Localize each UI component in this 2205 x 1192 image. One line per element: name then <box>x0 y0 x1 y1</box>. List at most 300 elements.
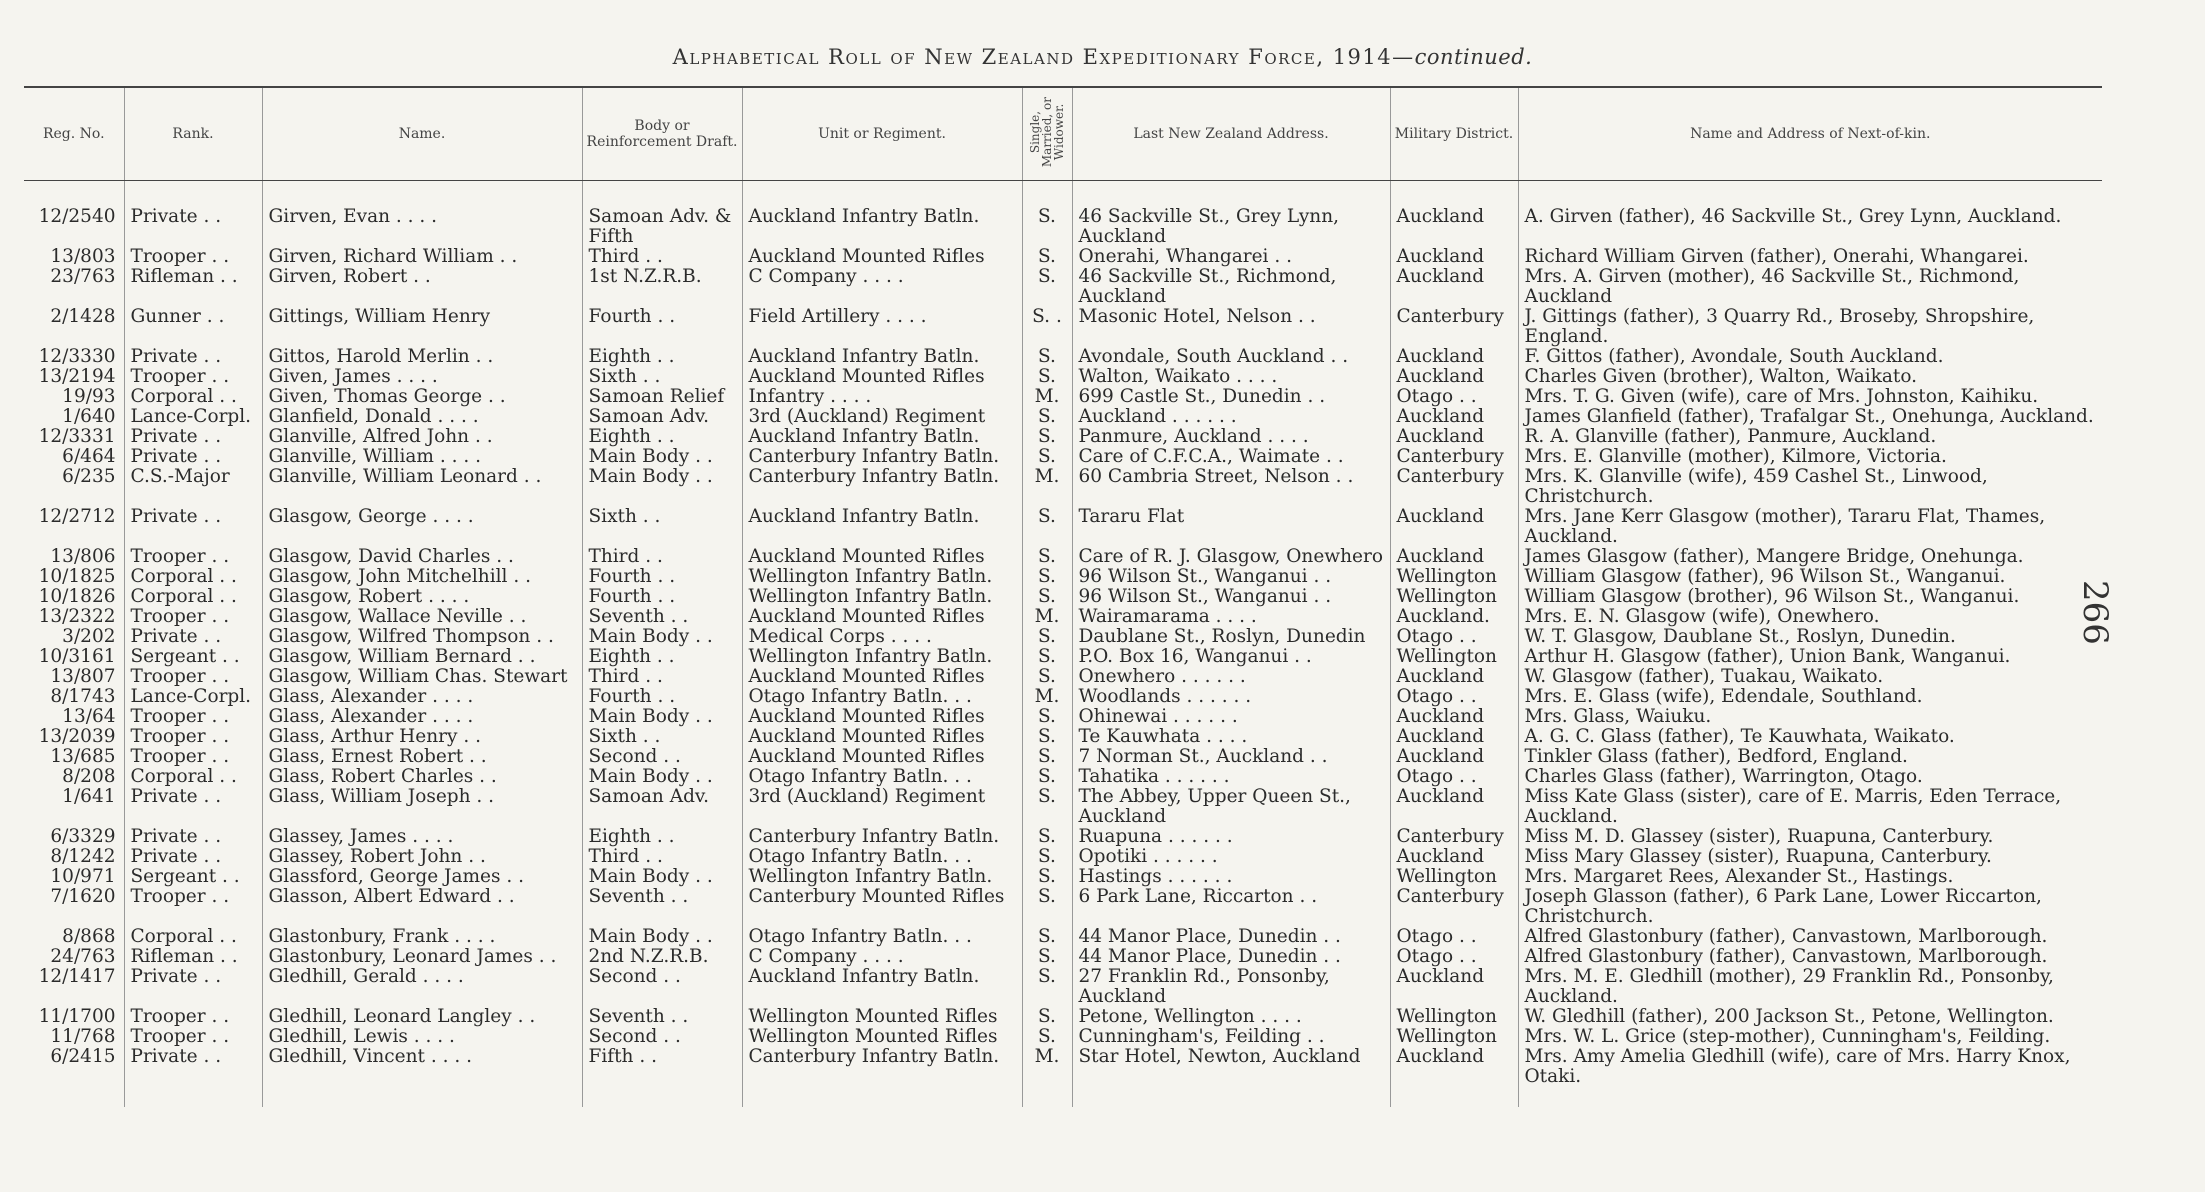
table-body <box>24 181 2102 1108</box>
header-unit: Unit or Regiment. <box>742 87 1022 181</box>
cell-marital-status: S. <box>1022 407 1072 427</box>
cell-unit: Canterbury Infantry Batln. <box>742 467 1022 507</box>
cell-reg-no: 12/3331 <box>38 427 116 447</box>
table-row <box>24 627 2102 647</box>
cell-body-draft: Seventh . . <box>582 607 742 627</box>
cell-next-of-kin: Mrs. K. Glanville (wife), 459 Cashel St., Linwood, Christchurch. <box>1518 467 2102 507</box>
cell-unit: Auckland Mounted Rifles <box>742 727 1022 747</box>
table-row <box>24 927 2102 947</box>
cell-unit: Auckland Mounted Rifles <box>742 607 1022 627</box>
cell-next-of-kin: Charles Glass (father), Warrington, Otago. <box>1518 767 2102 787</box>
cell-next-of-kin: Mrs. Amy Amelia Gledhill (wife), care of Mrs. Harry Knox, Otaki. <box>1518 1047 2102 1107</box>
cell-name: Glasgow, Wilfred Thompson . . <box>262 627 582 647</box>
cell-next-of-kin: Alfred Glastonbury (father), Canvastown, Marlborough. <box>1518 947 2102 967</box>
cell-name: Glass, Robert Charles . . <box>262 767 582 787</box>
cell-unit: 3rd (Auckland) Regiment <box>742 407 1022 427</box>
cell-district: Auckland <box>1390 707 1518 727</box>
header-body-draft: Body or Reinforcement Draft. <box>582 87 742 181</box>
cell-reg-no: 6/464 <box>62 447 116 467</box>
cell-name: Glassey, James . . . . <box>262 827 582 847</box>
cell-body-draft: 1st N.Z.R.B. <box>582 267 742 307</box>
cell-body-draft: Fourth . . <box>582 587 742 607</box>
cell-district: Auckland <box>1390 347 1518 367</box>
cell-next-of-kin: Mrs. M. E. Gledhill (mother), 29 Franklin Rd., Ponsonby, Auckland. <box>1518 967 2102 1007</box>
cell-unit: Auckland Mounted Rifles <box>742 247 1022 267</box>
cell-marital-status: S. <box>1022 627 1072 647</box>
cell-reg-no: 8/1743 <box>50 687 116 707</box>
cell-marital-status: S. <box>1022 767 1072 787</box>
cell-address: Ruapuna . . . . . . <box>1072 827 1390 847</box>
cell-name: Girven, Robert . . <box>262 267 582 307</box>
cell-rank: Trooper . . <box>124 547 262 567</box>
cell-next-of-kin: William Glasgow (brother), 96 Wilson St., Wanganui. <box>1518 587 2102 607</box>
cell-next-of-kin: Miss M. D. Glassey (sister), Ruapuna, Canterbury. <box>1518 827 2102 847</box>
cell-address: Opotiki . . . . . . <box>1072 847 1390 867</box>
cell-marital-status: S. <box>1022 967 1072 1007</box>
cell-body-draft: Samoan Relief <box>582 387 742 407</box>
cell-marital-status: S. <box>1022 647 1072 667</box>
cell-marital-status: S. <box>1022 787 1072 827</box>
cell-next-of-kin: W. T. Glasgow, Daublane St., Roslyn, Dunedin. <box>1518 627 2102 647</box>
cell-address: 96 Wilson St., Wanganui . . <box>1072 567 1390 587</box>
cell-marital-status: S. <box>1022 947 1072 967</box>
cell-marital-status: S. <box>1022 707 1072 727</box>
cell-marital-status: S. <box>1022 1007 1072 1027</box>
cell-body-draft: Samoan Adv. <box>582 787 742 827</box>
table-row <box>24 181 2102 248</box>
cell-address: Woodlands . . . . . . <box>1072 687 1390 707</box>
cell-reg-no: 6/3329 <box>50 827 116 847</box>
cell-name: Given, Thomas George . . <box>262 387 582 407</box>
cell-marital-status: S. <box>1022 887 1072 927</box>
header-reg-no: Reg. No. <box>24 87 124 181</box>
cell-district: Canterbury <box>1390 887 1518 927</box>
cell-reg-no: 10/1825 <box>38 567 116 587</box>
cell-rank: Trooper . . <box>124 367 262 387</box>
table-row <box>24 587 2102 607</box>
cell-unit: Wellington Mounted Rifles <box>742 1007 1022 1027</box>
cell-address: Wairamarama . . . . <box>1072 607 1390 627</box>
cell-marital-status: M. <box>1022 387 1072 407</box>
cell-marital-status: S. <box>1022 827 1072 847</box>
cell-body-draft: Third . . <box>582 667 742 687</box>
table-row <box>24 1007 2102 1027</box>
cell-unit: Auckland Mounted Rifles <box>742 547 1022 567</box>
cell-address: 60 Cambria Street, Nelson . . <box>1072 467 1390 507</box>
cell-unit: Auckland Infantry Batln. <box>742 507 1022 547</box>
cell-name: Glass, Arthur Henry . . <box>262 727 582 747</box>
cell-body-draft: Eighth . . <box>582 647 742 667</box>
cell-district: Auckland <box>1390 667 1518 687</box>
cell-name: Gittos, Harold Merlin . . <box>262 347 582 367</box>
cell-rank: Trooper . . <box>124 707 262 727</box>
cell-reg-no: 8/868 <box>62 927 116 947</box>
cell-body-draft: Second . . <box>582 1027 742 1047</box>
cell-rank: Private . . <box>124 847 262 867</box>
cell-district: Auckland <box>1390 267 1518 307</box>
cell-body-draft: Main Body . . <box>582 927 742 947</box>
cell-district: Auckland <box>1390 427 1518 447</box>
cell-rank: Gunner . . <box>124 307 262 347</box>
cell-unit: Auckland Infantry Batln. <box>742 347 1022 367</box>
cell-reg-no: 13/685 <box>50 747 116 767</box>
cell-name: Glasgow, David Charles . . <box>262 547 582 567</box>
cell-address: Cunningham's, Feilding . . <box>1072 1027 1390 1047</box>
cell-next-of-kin: Mrs. E. Glass (wife), Edendale, Southland. <box>1518 687 2102 707</box>
cell-next-of-kin: Mrs. Margaret Rees, Alexander St., Hastings. <box>1518 867 2102 887</box>
cell-reg-no: 23/763 <box>50 267 116 287</box>
cell-reg-no: 11/768 <box>50 1027 116 1047</box>
cell-body-draft: Fourth . . <box>582 307 742 347</box>
cell-name: Glass, Alexander . . . . <box>262 687 582 707</box>
table-row <box>24 387 2102 407</box>
table-row <box>24 467 2102 507</box>
table-row <box>24 867 2102 887</box>
table-row <box>24 747 2102 767</box>
cell-next-of-kin: Alfred Glastonbury (father), Canvastown, Marlborough. <box>1518 927 2102 947</box>
cell-next-of-kin: J. Gittings (father), 3 Quarry Rd., Broseby, Shropshire, England. <box>1518 307 2102 347</box>
cell-unit: Field Artillery . . . . <box>742 307 1022 347</box>
cell-district: Otago . . <box>1390 947 1518 967</box>
cell-reg-no: 13/807 <box>50 667 116 687</box>
cell-address: Tahatika . . . . . . <box>1072 767 1390 787</box>
cell-next-of-kin: Tinkler Glass (father), Bedford, England. <box>1518 747 2102 767</box>
cell-name: Glasgow, William Bernard . . <box>262 647 582 667</box>
table-row <box>24 307 2102 347</box>
cell-body-draft: Eighth . . <box>582 427 742 447</box>
cell-next-of-kin: Mrs. Jane Kerr Glasgow (mother), Tararu Flat, Thames, Auckland. <box>1518 507 2102 547</box>
cell-address: Te Kauwhata . . . . <box>1072 727 1390 747</box>
cell-body-draft: Fourth . . <box>582 567 742 587</box>
cell-name: Gittings, William Henry <box>262 307 582 347</box>
cell-marital-status: S. <box>1022 927 1072 947</box>
cell-next-of-kin: A. Girven (father), 46 Sackville St., Grey Lynn, Auckland. <box>1518 181 2102 248</box>
cell-next-of-kin: Joseph Glasson (father), 6 Park Lane, Lower Riccarton, Christchurch. <box>1518 887 2102 927</box>
cell-rank: Sergeant . . <box>124 647 262 667</box>
cell-reg-no: 19/93 <box>62 387 116 407</box>
cell-body-draft: Sixth . . <box>582 507 742 547</box>
cell-reg-no: 7/1620 <box>50 887 116 907</box>
table-row <box>24 547 2102 567</box>
cell-district: Auckland <box>1390 1047 1518 1107</box>
cell-marital-status: S. <box>1022 727 1072 747</box>
cell-address: The Abbey, Upper Queen St., Auckland <box>1072 787 1390 827</box>
cell-next-of-kin: James Glanfield (father), Trafalgar St., Onehunga, Auckland. <box>1518 407 2102 427</box>
cell-unit: Canterbury Infantry Batln. <box>742 827 1022 847</box>
cell-reg-no: 12/1417 <box>38 967 116 987</box>
cell-district: Otago . . <box>1390 927 1518 947</box>
cell-reg-no: 13/2322 <box>38 607 116 627</box>
header-rank: Rank. <box>124 87 262 181</box>
cell-unit: Auckland Infantry Batln. <box>742 181 1022 248</box>
cell-rank: Private . . <box>124 1047 262 1107</box>
table-row <box>24 667 2102 687</box>
cell-reg-no: 10/971 <box>50 867 116 887</box>
cell-district: Canterbury <box>1390 447 1518 467</box>
cell-rank: Lance-Corpl. <box>124 687 262 707</box>
cell-unit: Wellington Infantry Batln. <box>742 647 1022 667</box>
title-main: Alphabetical Roll of New Zealand Expeditionary Force, 1914— <box>672 45 1415 69</box>
cell-district: Canterbury <box>1390 467 1518 507</box>
table-row <box>24 847 2102 867</box>
cell-marital-status: S. <box>1022 427 1072 447</box>
cell-rank: Trooper . . <box>124 747 262 767</box>
cell-name: Girven, Richard William . . <box>262 247 582 267</box>
cell-unit: Medical Corps . . . . <box>742 627 1022 647</box>
header-name: Name. <box>262 87 582 181</box>
cell-body-draft: Third . . <box>582 847 742 867</box>
cell-marital-status: S. <box>1022 747 1072 767</box>
cell-body-draft: Third . . <box>582 247 742 267</box>
page-number: 266 <box>2075 580 2115 645</box>
cell-next-of-kin: Richard William Girven (father), Onerahi, Whangarei. <box>1518 247 2102 267</box>
cell-rank: Private . . <box>124 787 262 827</box>
cell-next-of-kin: Mrs. A. Girven (mother), 46 Sackville St., Richmond, Auckland <box>1518 267 2102 307</box>
cell-address: 699 Castle St., Dunedin . . <box>1072 387 1390 407</box>
cell-district: Wellington <box>1390 587 1518 607</box>
table-header <box>24 87 2102 181</box>
cell-reg-no: 13/806 <box>50 547 116 567</box>
cell-district: Wellington <box>1390 1007 1518 1027</box>
table-row <box>24 347 2102 367</box>
cell-unit: C Company . . . . <box>742 947 1022 967</box>
cell-unit: Wellington Infantry Batln. <box>742 567 1022 587</box>
cell-district: Canterbury <box>1390 827 1518 847</box>
cell-rank: Rifleman . . <box>124 947 262 967</box>
cell-unit: Otago Infantry Batln. . . <box>742 847 1022 867</box>
cell-name: Glanville, Alfred John . . <box>262 427 582 447</box>
table-row <box>24 1027 2102 1047</box>
cell-marital-status: M. <box>1022 467 1072 507</box>
cell-reg-no: 8/1242 <box>50 847 116 867</box>
cell-address: Tararu Flat <box>1072 507 1390 547</box>
header-address: Last New Zealand Address. <box>1072 87 1390 181</box>
cell-reg-no: 12/2712 <box>38 507 116 527</box>
cell-address: Ohinewai . . . . . . <box>1072 707 1390 727</box>
cell-district: Auckland <box>1390 407 1518 427</box>
cell-reg-no: 6/2415 <box>50 1047 116 1067</box>
cell-next-of-kin: W. Gledhill (father), 200 Jackson St., Petone, Wellington. <box>1518 1007 2102 1027</box>
table-row <box>24 827 2102 847</box>
cell-name: Glasgow, Wallace Neville . . <box>262 607 582 627</box>
cell-marital-status: S. <box>1022 847 1072 867</box>
cell-unit: Auckland Infantry Batln. <box>742 967 1022 1007</box>
cell-next-of-kin: A. G. C. Glass (father), Te Kauwhata, Waikato. <box>1518 727 2102 747</box>
cell-rank: Corporal . . <box>124 927 262 947</box>
cell-next-of-kin: Mrs. E. N. Glasgow (wife), Onewhero. <box>1518 607 2102 627</box>
cell-next-of-kin: Mrs. W. L. Grice (step-mother), Cunningham's, Feilding. <box>1518 1027 2102 1047</box>
cell-marital-status: M. <box>1022 687 1072 707</box>
cell-district: Auckland. <box>1390 607 1518 627</box>
cell-next-of-kin: William Glasgow (father), 96 Wilson St., Wanganui. <box>1518 567 2102 587</box>
cell-body-draft: Eighth . . <box>582 827 742 847</box>
cell-address: 27 Franklin Rd., Ponsonby, Auckland <box>1072 967 1390 1007</box>
cell-body-draft: 2nd N.Z.R.B. <box>582 947 742 967</box>
cell-body-draft: Main Body . . <box>582 767 742 787</box>
table-row <box>24 267 2102 307</box>
cell-marital-status: S. <box>1022 507 1072 547</box>
cell-marital-status: S. <box>1022 447 1072 467</box>
cell-rank: C.S.-Major <box>124 467 262 507</box>
cell-address: Avondale, South Auckland . . <box>1072 347 1390 367</box>
table-row <box>24 707 2102 727</box>
table-row <box>24 367 2102 387</box>
cell-marital-status: S. <box>1022 867 1072 887</box>
cell-marital-status: S. <box>1022 247 1072 267</box>
cell-body-draft: Seventh . . <box>582 1007 742 1027</box>
cell-address: Walton, Waikato . . . . <box>1072 367 1390 387</box>
cell-unit: Auckland Mounted Rifles <box>742 367 1022 387</box>
cell-reg-no: 24/763 <box>50 947 116 967</box>
cell-name: Glasson, Albert Edward . . <box>262 887 582 927</box>
cell-district: Otago . . <box>1390 627 1518 647</box>
cell-address: 6 Park Lane, Riccarton . . <box>1072 887 1390 927</box>
cell-name: Glass, Ernest Robert . . <box>262 747 582 767</box>
table-row <box>24 887 2102 927</box>
header-district: Military District. <box>1390 87 1518 181</box>
table-row <box>24 607 2102 627</box>
cell-address: 46 Sackville St., Grey Lynn, Auckland <box>1072 181 1390 248</box>
cell-address: Onewhero . . . . . . <box>1072 667 1390 687</box>
cell-next-of-kin: Miss Kate Glass (sister), care of E. Marris, Eden Terrace, Auckland. <box>1518 787 2102 827</box>
cell-unit: Auckland Infantry Batln. <box>742 427 1022 447</box>
cell-name: Glassey, Robert John . . <box>262 847 582 867</box>
cell-unit: Auckland Mounted Rifles <box>742 667 1022 687</box>
cell-rank: Corporal . . <box>124 567 262 587</box>
cell-next-of-kin: Charles Given (brother), Walton, Waikato. <box>1518 367 2102 387</box>
cell-body-draft: Main Body . . <box>582 447 742 467</box>
cell-marital-status: M. <box>1022 607 1072 627</box>
cell-body-draft: Sixth . . <box>582 727 742 747</box>
cell-body-draft: Main Body . . <box>582 627 742 647</box>
cell-unit: Wellington Infantry Batln. <box>742 867 1022 887</box>
cell-reg-no: 8/208 <box>62 767 116 787</box>
cell-next-of-kin: R. A. Glanville (father), Panmure, Auckland. <box>1518 427 2102 447</box>
cell-name: Glassford, George James . . <box>262 867 582 887</box>
cell-body-draft: Eighth . . <box>582 347 742 367</box>
table-row <box>24 567 2102 587</box>
cell-name: Glasgow, William Chas. Stewart <box>262 667 582 687</box>
cell-body-draft: Seventh . . <box>582 887 742 927</box>
cell-body-draft: Samoan Adv. <box>582 407 742 427</box>
cell-rank: Trooper . . <box>124 667 262 687</box>
cell-marital-status: S. <box>1022 181 1072 248</box>
title-continued: continued. <box>1414 45 1533 69</box>
cell-district: Auckland <box>1390 787 1518 827</box>
cell-reg-no: 10/1826 <box>38 587 116 607</box>
cell-rank: Trooper . . <box>124 1007 262 1027</box>
cell-name: Gledhill, Gerald . . . . <box>262 967 582 1007</box>
cell-rank: Private . . <box>124 627 262 647</box>
cell-unit: 3rd (Auckland) Regiment <box>742 787 1022 827</box>
table-row <box>24 767 2102 787</box>
cell-address: Petone, Wellington . . . . <box>1072 1007 1390 1027</box>
cell-rank: Private . . <box>124 447 262 467</box>
cell-district: Auckland <box>1390 967 1518 1007</box>
cell-next-of-kin: James Glasgow (father), Mangere Bridge, Onehunga. <box>1518 547 2102 567</box>
table-row <box>24 787 2102 827</box>
cell-reg-no: 1/641 <box>62 787 116 807</box>
cell-district: Wellington <box>1390 567 1518 587</box>
table-row <box>24 967 2102 1007</box>
cell-marital-status: S. <box>1022 267 1072 307</box>
cell-rank: Trooper . . <box>124 887 262 927</box>
table-row <box>24 247 2102 267</box>
cell-rank: Private . . <box>124 827 262 847</box>
cell-rank: Private . . <box>124 427 262 447</box>
table-row <box>24 947 2102 967</box>
cell-reg-no: 3/202 <box>62 627 116 647</box>
cell-name: Girven, Evan . . . . <box>262 181 582 248</box>
cell-district: Auckland <box>1390 747 1518 767</box>
cell-unit: Auckland Mounted Rifles <box>742 747 1022 767</box>
cell-reg-no: 11/1700 <box>38 1007 116 1027</box>
cell-marital-status: S. <box>1022 547 1072 567</box>
cell-unit: Canterbury Infantry Batln. <box>742 447 1022 467</box>
cell-rank: Private . . <box>124 347 262 367</box>
cell-address: Star Hotel, Newton, Auckland <box>1072 1047 1390 1107</box>
cell-district: Wellington <box>1390 1027 1518 1047</box>
cell-marital-status: S. <box>1022 567 1072 587</box>
cell-district: Auckland <box>1390 367 1518 387</box>
cell-name: Given, James . . . . <box>262 367 582 387</box>
cell-rank: Trooper . . <box>124 727 262 747</box>
cell-district: Otago . . <box>1390 387 1518 407</box>
cell-reg-no: 13/2039 <box>38 727 116 747</box>
cell-body-draft: Fifth . . <box>582 1047 742 1107</box>
cell-address: 46 Sackville St., Richmond, Auckland <box>1072 267 1390 307</box>
cell-name: Glanville, William . . . . <box>262 447 582 467</box>
cell-next-of-kin: Miss Mary Glassey (sister), Ruapuna, Canterbury. <box>1518 847 2102 867</box>
cell-address: 96 Wilson St., Wanganui . . <box>1072 587 1390 607</box>
cell-reg-no: 2/1428 <box>50 307 116 327</box>
roll-table-wrapper <box>24 86 2102 1107</box>
cell-reg-no: 13/64 <box>62 707 116 727</box>
cell-rank: Rifleman . . <box>124 267 262 307</box>
cell-name: Gledhill, Vincent . . . . <box>262 1047 582 1107</box>
cell-district: Otago . . <box>1390 767 1518 787</box>
cell-body-draft: Sixth . . <box>582 367 742 387</box>
cell-name: Glanfield, Donald . . . . <box>262 407 582 427</box>
cell-body-draft: Fourth . . <box>582 687 742 707</box>
cell-marital-status: S. . <box>1022 307 1072 347</box>
cell-next-of-kin: W. Glasgow (father), Tuakau, Waikato. <box>1518 667 2102 687</box>
cell-marital-status: S. <box>1022 587 1072 607</box>
cell-next-of-kin: Mrs. T. G. Given (wife), care of Mrs. Johnston, Kaihiku. <box>1518 387 2102 407</box>
header-marital-status-text: Single, Married, or Widower. <box>1028 96 1066 168</box>
page-title <box>0 45 2205 69</box>
cell-district: Auckland <box>1390 181 1518 248</box>
table-row <box>24 1047 2102 1107</box>
cell-unit: Wellington Infantry Batln. <box>742 587 1022 607</box>
cell-reg-no: 1/640 <box>62 407 116 427</box>
cell-district: Auckland <box>1390 727 1518 747</box>
cell-name: Glanville, William Leonard . . <box>262 467 582 507</box>
cell-address: Care of R. J. Glasgow, Onewhero <box>1072 547 1390 567</box>
cell-name: Gledhill, Lewis . . . . <box>262 1027 582 1047</box>
cell-reg-no: 6/235 <box>62 467 116 487</box>
cell-rank: Private . . <box>124 181 262 248</box>
cell-body-draft: Third . . <box>582 547 742 567</box>
cell-rank: Trooper . . <box>124 607 262 627</box>
cell-reg-no: 13/803 <box>50 247 116 267</box>
cell-body-draft: Main Body . . <box>582 707 742 727</box>
cell-body-draft: Second . . <box>582 747 742 767</box>
cell-district: Auckland <box>1390 847 1518 867</box>
cell-rank: Trooper . . <box>124 1027 262 1047</box>
cell-unit: C Company . . . . <box>742 267 1022 307</box>
cell-next-of-kin: Mrs. E. Glanville (mother), Kilmore, Victoria. <box>1518 447 2102 467</box>
